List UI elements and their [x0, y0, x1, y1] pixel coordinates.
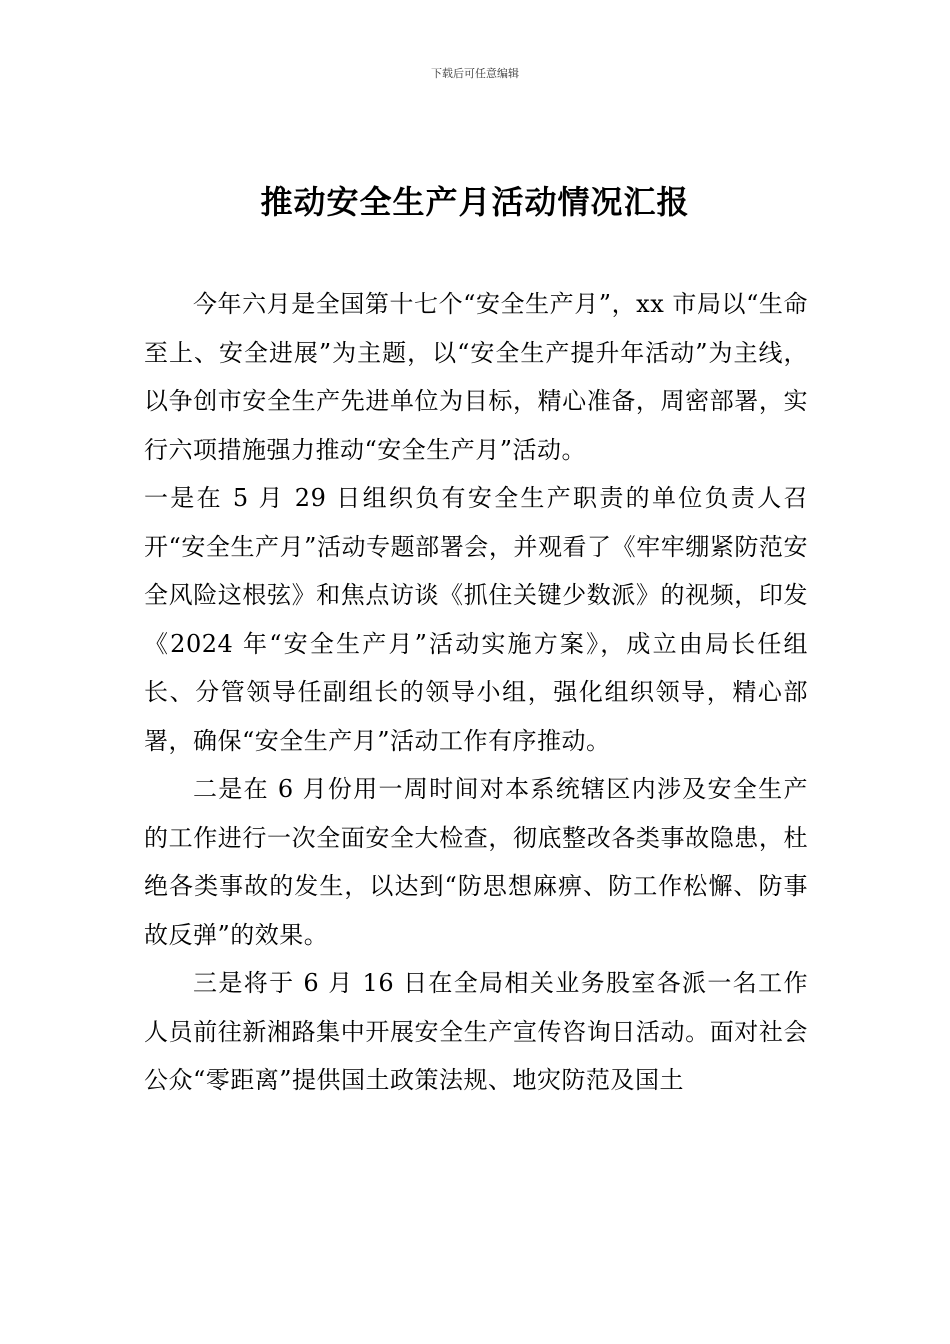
paragraph-intro: 今年六月是全国第十七个“安全生产月”，xx 市局以“生命至上、安全进展”为主题，以“安全生产提升年活动”为主线，以争创市安全生产先进单位为目标，精心准备，周密部署，实行六项措施强力推动“安全生产月”活动。 — [144, 290, 808, 464]
document-body — [144, 280, 808, 1105]
paragraph-item-1: 一是在 5 月 29 日组织负有安全生产职责的单位负责人召开“安全生产月”活动专题部署会，并观看了《牢牢绷紧防范安全风险这根弦》和焦点访谈《抓住关键少数派》的视频，印发《2024 年“安全生产月”活动实施方案》，成立由局长任组长、分管领导任副组长的领导小组，强化组织领导，精心部署，确保“安全生产月”活动工作有序推动。 — [144, 484, 808, 755]
header-note: 下载后可任意编辑 — [431, 67, 519, 80]
paragraph-item-3: 三是将于 6 月 16 日在全局相关业务股室各派一名工作人员前往新湘路集中开展安全生产宣传咨询日活动。面对社会公众“零距离”提供国土政策法规、地灾防范及国土 — [144, 969, 808, 1094]
document-title: 推动安全生产月活动情况汇报 — [260, 183, 690, 221]
paragraph-item-2: 二是在 6 月份用一周时间对本系统辖区内涉及安全生产的工作进行一次全面安全大检查，彻底整改各类事故隐患，杜绝各类事故的发生，以达到“防思想麻痹、防工作松懈、防事故反弹”的效果。 — [144, 775, 808, 949]
